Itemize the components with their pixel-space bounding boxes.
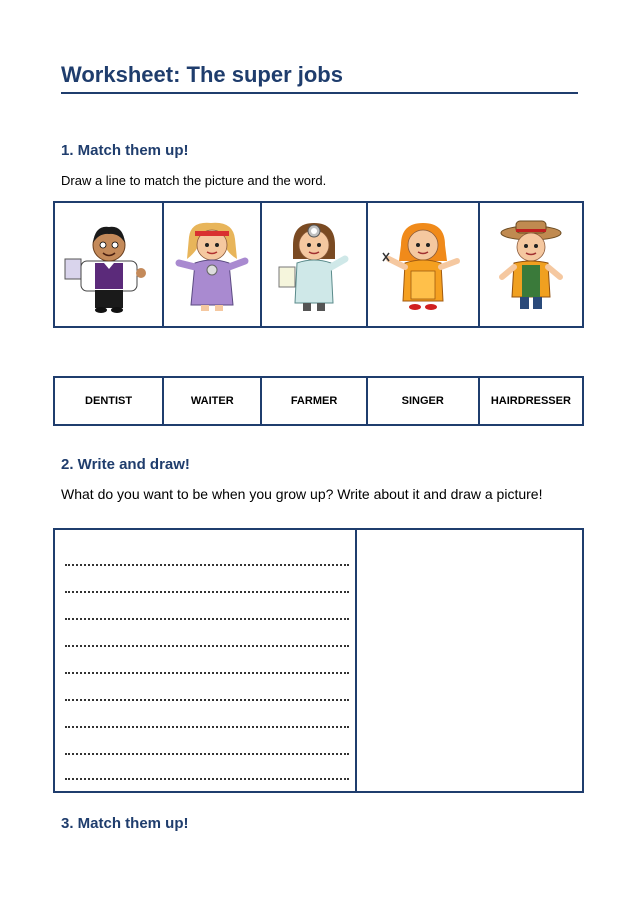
worksheet-title: Worksheet: The super jobs bbox=[61, 62, 578, 94]
word-dentist: DENTIST bbox=[55, 378, 164, 424]
word-singer: SINGER bbox=[368, 378, 480, 424]
writing-line[interactable] bbox=[65, 591, 349, 593]
waiter-picture-cell bbox=[55, 203, 164, 326]
waiter-picture bbox=[59, 215, 159, 315]
picture-row bbox=[53, 201, 584, 328]
farmer-picture bbox=[486, 215, 576, 315]
section-1-heading: 1. Match them up! bbox=[61, 142, 189, 159]
hairdresser-picture-cell bbox=[368, 203, 480, 326]
writing-line[interactable] bbox=[65, 699, 349, 701]
dentist-picture bbox=[269, 215, 359, 315]
writing-line[interactable] bbox=[65, 778, 349, 780]
dentist-picture-cell bbox=[262, 203, 367, 326]
section-3-heading: 3. Match them up! bbox=[61, 815, 189, 832]
writing-line[interactable] bbox=[65, 645, 349, 647]
section-2-instruction: What do you want to be when you grow up? Write about it and draw a picture! bbox=[61, 486, 543, 502]
word-farmer: FARMER bbox=[262, 378, 367, 424]
drawing-area[interactable] bbox=[357, 530, 582, 791]
write-draw-box bbox=[53, 528, 584, 793]
writing-lines-area[interactable] bbox=[55, 530, 357, 791]
writing-line[interactable] bbox=[65, 726, 349, 728]
word-hairdresser: HAIRDRESSER bbox=[490, 395, 571, 407]
section-2-heading: 2. Write and draw! bbox=[61, 456, 190, 473]
writing-line[interactable] bbox=[65, 564, 349, 566]
word-row bbox=[53, 376, 584, 426]
writing-line[interactable] bbox=[65, 618, 349, 620]
word-waiter: WAITER bbox=[164, 378, 262, 424]
section-1-instruction: Draw a line to match the picture and the word. bbox=[61, 173, 327, 188]
farmer-picture-cell bbox=[480, 203, 582, 326]
singer-picture-cell bbox=[164, 203, 262, 326]
singer-picture bbox=[167, 215, 257, 315]
writing-line[interactable] bbox=[65, 753, 349, 755]
hairdresser-picture bbox=[375, 215, 470, 315]
writing-line[interactable] bbox=[65, 672, 349, 674]
